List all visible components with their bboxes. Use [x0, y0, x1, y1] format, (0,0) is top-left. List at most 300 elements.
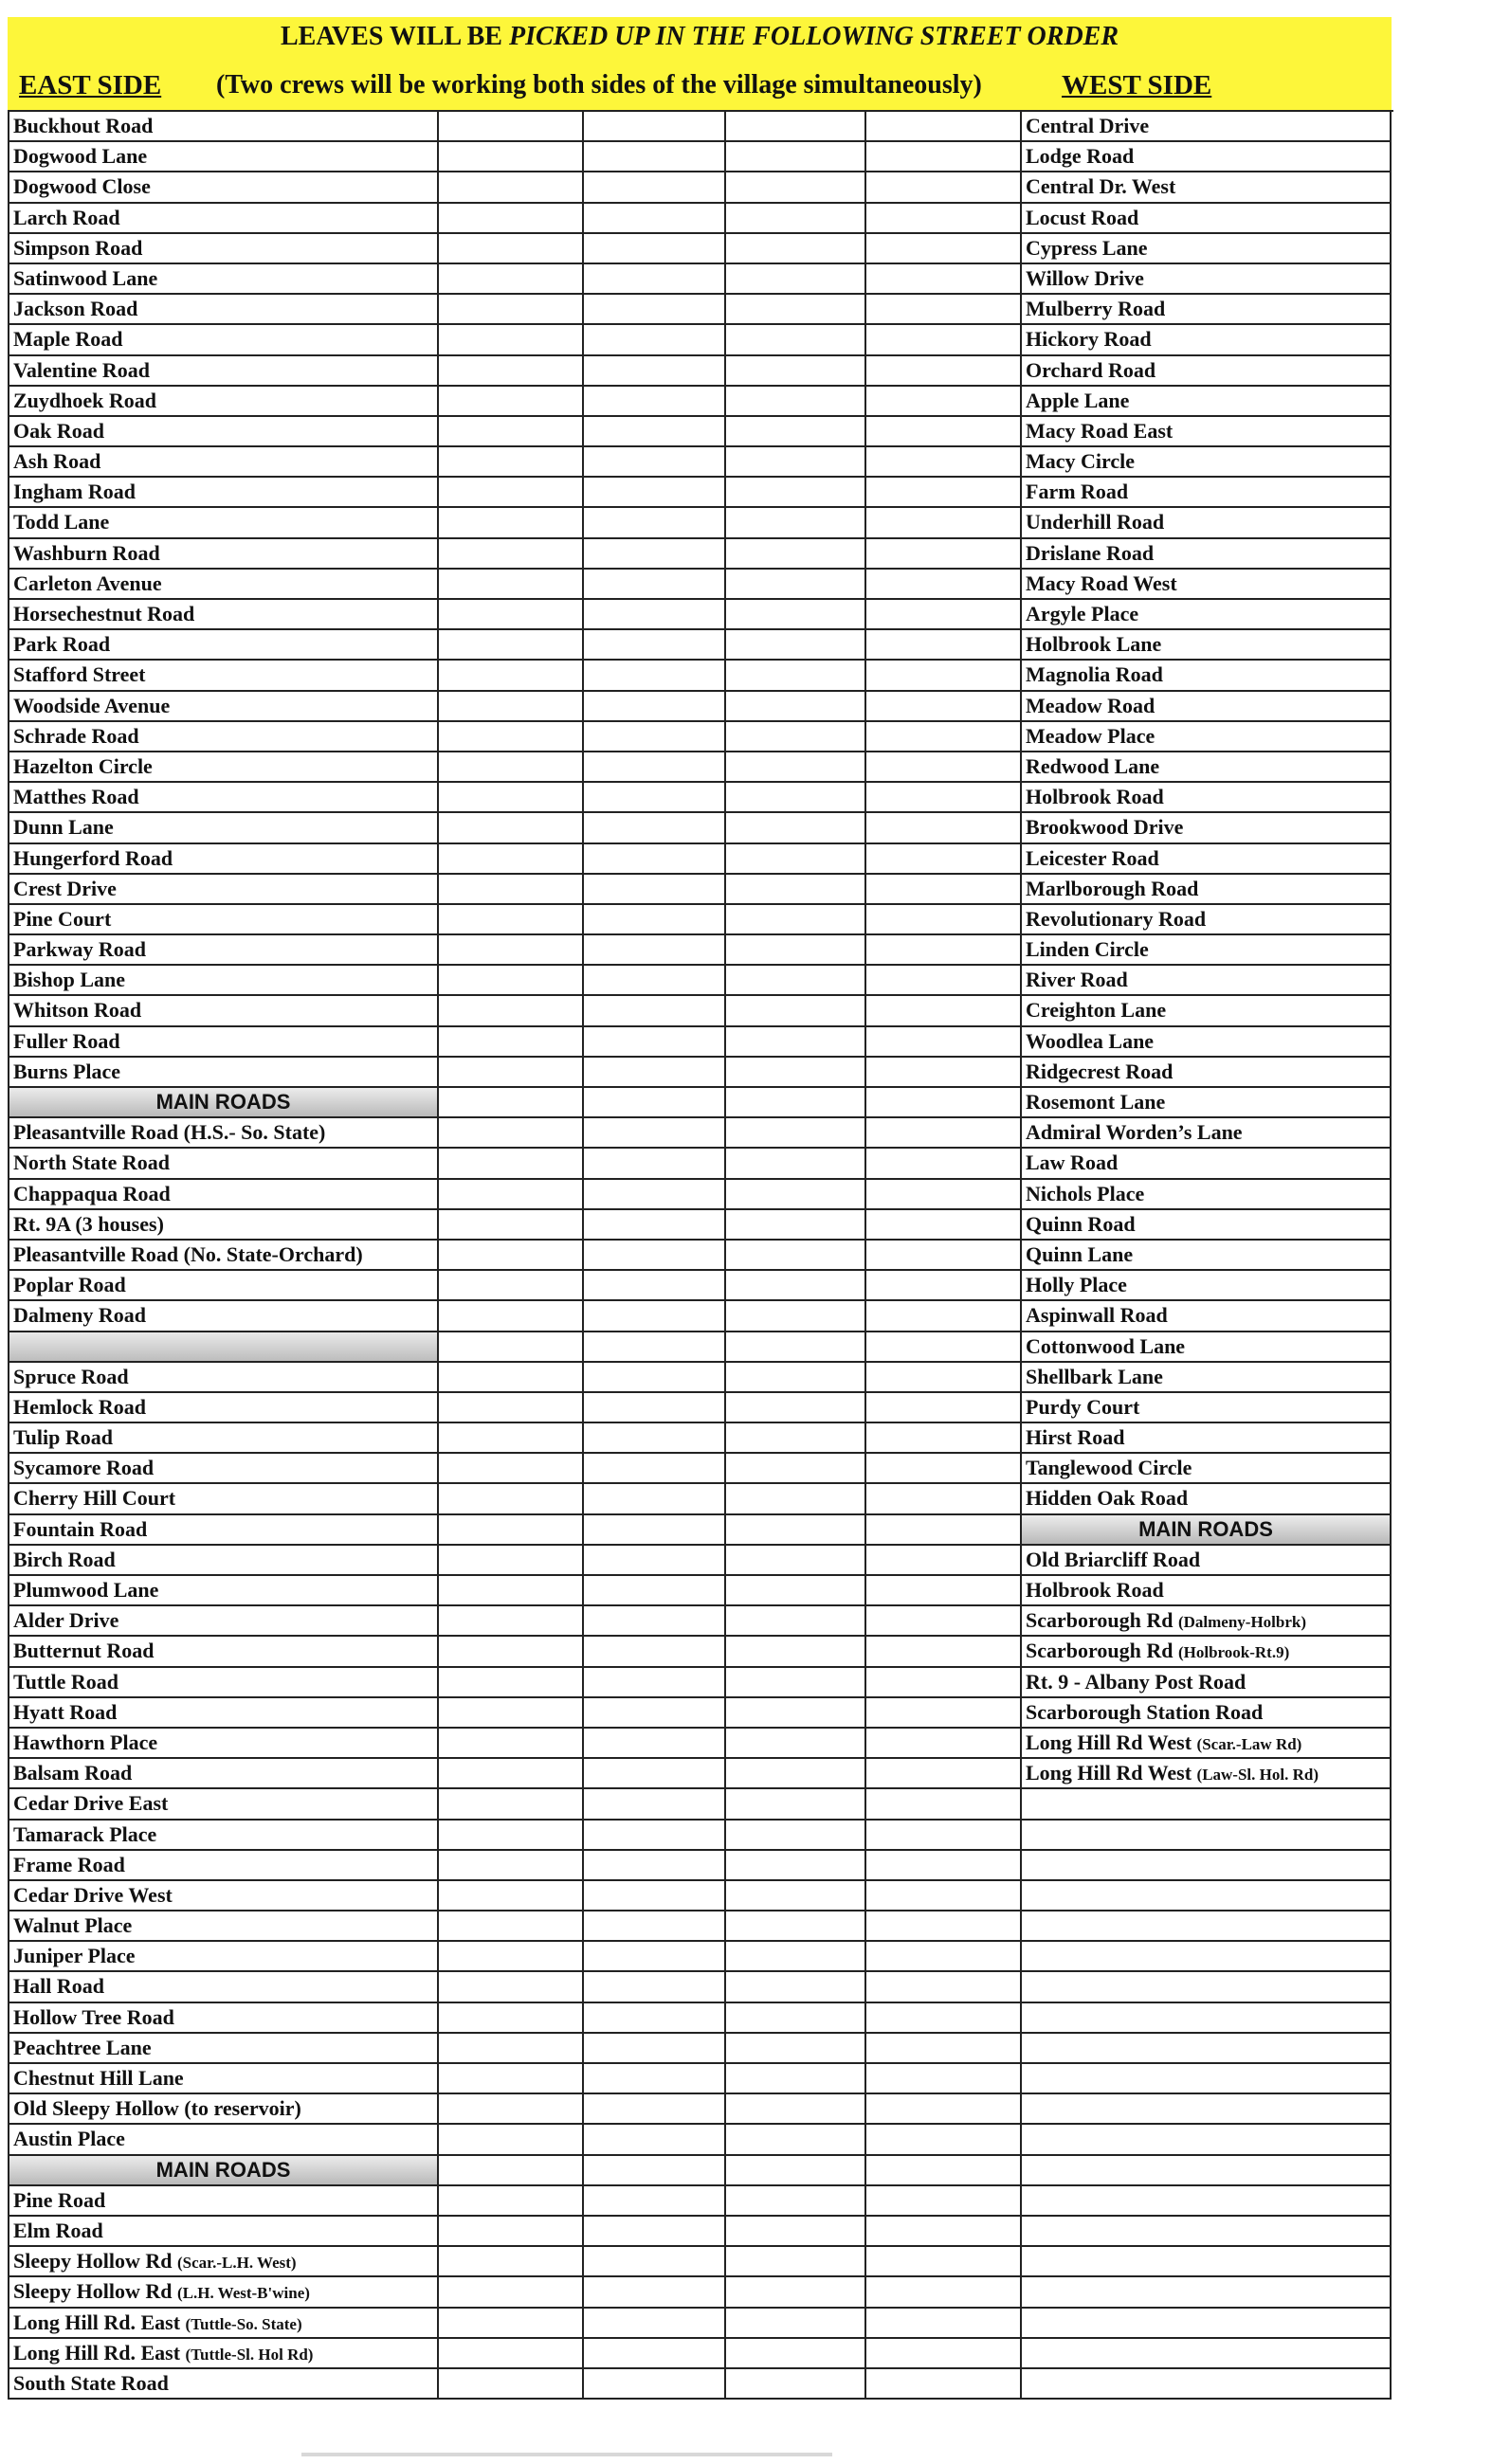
- west-street-name: Scarborough Station Road: [1026, 1699, 1264, 1724]
- west-street-name: Apple Lane: [1026, 388, 1130, 412]
- east-street-cell: [9, 1423, 439, 1454]
- table-row: [9, 1851, 1393, 1881]
- empty-cell: [584, 1118, 726, 1149]
- empty-cell: [439, 112, 584, 142]
- empty-cell: [726, 2125, 866, 2155]
- table-row: [9, 844, 1393, 875]
- empty-cell: [726, 2094, 866, 2125]
- empty-cell: [439, 570, 584, 600]
- empty-cell: [439, 600, 584, 630]
- east-street-cell: [9, 1058, 439, 1088]
- empty-cell: [726, 264, 866, 295]
- empty-cell: [726, 692, 866, 722]
- east-street-cell: [9, 630, 439, 661]
- empty-cell: [866, 2277, 1022, 2308]
- empty-cell: [439, 1759, 584, 1789]
- east-street-cell: [9, 1942, 439, 1972]
- empty-cell: [584, 1088, 726, 1118]
- west-street-name: Brookwood Drive: [1026, 815, 1184, 840]
- table-row: [9, 1088, 1393, 1118]
- table-row: [9, 1484, 1393, 1514]
- east-street-note: (Tuttle-So. State): [185, 2314, 302, 2333]
- empty-cell: [584, 996, 726, 1026]
- empty-cell: [584, 630, 726, 661]
- west-street-name: Macy Circle: [1026, 449, 1136, 474]
- empty-cell: [439, 1393, 584, 1423]
- empty-cell: [866, 204, 1022, 234]
- west-street-name: Farm Road: [1026, 480, 1129, 504]
- empty-cell: [726, 1180, 866, 1210]
- west-street-name: Marlborough Road: [1026, 876, 1199, 900]
- east-street-cell: [9, 2339, 439, 2369]
- empty-cell: [726, 2277, 866, 2308]
- empty-cell: [866, 752, 1022, 783]
- empty-cell: [439, 1484, 584, 1514]
- east-street-cell: [9, 172, 439, 203]
- west-street-cell: [1022, 1942, 1392, 1972]
- east-street-name: Cedar Drive East: [13, 1791, 169, 1816]
- table-row: [9, 447, 1393, 478]
- east-street-cell: [9, 1821, 439, 1851]
- empty-cell: [866, 1363, 1022, 1393]
- empty-cell: [726, 447, 866, 478]
- empty-cell: [866, 1942, 1022, 1972]
- west-street-name: Ridgecrest Road: [1026, 1059, 1174, 1083]
- empty-cell: [584, 2217, 726, 2247]
- east-street-name: Pine Road: [13, 2187, 106, 2212]
- empty-cell: [439, 1180, 584, 1210]
- empty-cell: [584, 875, 726, 905]
- east-street-name: Zuydhoek Road: [13, 388, 157, 412]
- title-italic: PICKED UP IN THE FOLLOWING STREET ORDER: [508, 22, 1119, 51]
- empty-cell: [866, 417, 1022, 447]
- empty-cell: [584, 2064, 726, 2094]
- empty-cell: [584, 1759, 726, 1789]
- table-row: [9, 1180, 1393, 1210]
- east-street-name: Tamarack Place: [13, 1821, 157, 1846]
- west-street-cell: [1022, 844, 1392, 875]
- empty-cell: [866, 1821, 1022, 1851]
- empty-cell: [584, 1271, 726, 1301]
- east-street-name: Cedar Drive West: [13, 1882, 173, 1907]
- empty-cell: [866, 508, 1022, 538]
- leaf-pickup-sheet: [8, 17, 1392, 2395]
- table-row: [9, 2003, 1393, 2034]
- empty-cell: [726, 1942, 866, 1972]
- empty-cell: [439, 1972, 584, 2002]
- empty-cell: [584, 935, 726, 966]
- west-street-cell: [1022, 1546, 1392, 1576]
- empty-cell: [726, 2339, 866, 2369]
- west-street-cell: [1022, 2125, 1392, 2155]
- empty-cell: [439, 905, 584, 935]
- east-street-name: Burns Place: [13, 1059, 121, 1083]
- east-street-name: Ash Road: [13, 449, 101, 474]
- empty-cell: [726, 752, 866, 783]
- east-street-cell: [9, 2034, 439, 2064]
- empty-cell: [439, 1576, 584, 1606]
- table-row: [9, 325, 1393, 355]
- empty-cell: [726, 935, 866, 966]
- empty-cell: [866, 142, 1022, 172]
- west-street-cell: [1022, 2277, 1392, 2308]
- west-street-cell: [1022, 1241, 1392, 1271]
- west-street-name: Lodge Road: [1026, 144, 1135, 169]
- west-street-cell: [1022, 600, 1392, 630]
- table-row: [9, 692, 1393, 722]
- east-street-name: Bishop Lane: [13, 968, 125, 992]
- empty-cell: [866, 722, 1022, 752]
- west-street-cell: [1022, 2247, 1392, 2277]
- empty-cell: [439, 508, 584, 538]
- empty-cell: [866, 783, 1022, 813]
- empty-cell: [584, 813, 726, 843]
- west-street-name: Orchard Road: [1026, 357, 1156, 382]
- west-street-cell: [1022, 1698, 1392, 1729]
- empty-cell: [584, 1027, 726, 1058]
- empty-cell: [866, 1789, 1022, 1820]
- empty-cell: [726, 1911, 866, 1942]
- empty-cell: [584, 417, 726, 447]
- west-street-cell: [1022, 692, 1392, 722]
- empty-cell: [439, 692, 584, 722]
- west-street-cell: [1022, 966, 1392, 996]
- empty-cell: [584, 1911, 726, 1942]
- east-street-cell: [9, 1027, 439, 1058]
- west-street-cell: [1022, 783, 1392, 813]
- empty-cell: [584, 966, 726, 996]
- table-row: [9, 1423, 1393, 1454]
- empty-cell: [584, 1789, 726, 1820]
- west-street-name: Revolutionary Road: [1026, 906, 1207, 931]
- east-street-name: Sleepy Hollow Rd: [13, 2249, 173, 2274]
- west-street-name: Central Drive: [1026, 114, 1150, 137]
- west-street-cell: [1022, 295, 1392, 325]
- empty-cell: [584, 2003, 726, 2034]
- east-street-name: Rt. 9A (3 houses): [13, 1211, 164, 1236]
- west-street-cell: [1022, 234, 1392, 264]
- empty-cell: [866, 1668, 1022, 1698]
- west-street-name: Holbrook Road: [1026, 1578, 1164, 1602]
- empty-cell: [726, 966, 866, 996]
- empty-cell: [866, 996, 1022, 1026]
- empty-cell: [726, 1332, 866, 1363]
- east-street-name: Cherry Hill Court: [13, 1486, 176, 1511]
- title-plain: LEAVES WILL BE: [280, 22, 509, 51]
- west-street-cell: [1022, 875, 1392, 905]
- west-street-name: Macy Road West: [1026, 571, 1177, 595]
- table-row: [9, 1515, 1393, 1546]
- empty-cell: [726, 2156, 866, 2186]
- empty-cell: [866, 1881, 1022, 1911]
- empty-cell: [726, 2064, 866, 2094]
- west-street-cell: [1022, 1515, 1392, 1546]
- empty-cell: [439, 172, 584, 203]
- west-street-cell: [1022, 630, 1392, 661]
- east-street-name: Balsam Road: [13, 1761, 133, 1785]
- table-row: [9, 204, 1393, 234]
- empty-cell: [439, 1454, 584, 1484]
- east-street-name: Dalmeny Road: [13, 1303, 146, 1328]
- empty-cell: [584, 172, 726, 203]
- east-street-name: Carleton Avenue: [13, 571, 162, 595]
- empty-cell: [439, 447, 584, 478]
- empty-cell: [726, 417, 866, 447]
- empty-cell: [439, 1606, 584, 1637]
- east-street-cell: [9, 2156, 439, 2186]
- empty-cell: [866, 478, 1022, 508]
- east-street-name: Fountain Road: [13, 1516, 148, 1541]
- west-street-cell: [1022, 813, 1392, 843]
- table-row: [9, 1942, 1393, 1972]
- east-street-name: Sleepy Hollow Rd: [13, 2279, 173, 2304]
- east-street-name: Matthes Road: [13, 785, 139, 809]
- east-street-name: Schrade Road: [13, 723, 139, 748]
- east-street-cell: [9, 813, 439, 843]
- empty-cell: [866, 1241, 1022, 1271]
- east-street-name: Hall Road: [13, 1974, 104, 1999]
- west-street-name: Macy Road East: [1026, 418, 1174, 443]
- empty-cell: [584, 1729, 726, 1759]
- empty-cell: [439, 1149, 584, 1179]
- empty-cell: [866, 1088, 1022, 1118]
- east-street-name: Frame Road: [13, 1852, 125, 1876]
- empty-cell: [866, 234, 1022, 264]
- table-row: [9, 722, 1393, 752]
- empty-cell: [439, 1363, 584, 1393]
- empty-cell: [726, 2217, 866, 2247]
- west-street-cell: [1022, 417, 1392, 447]
- empty-cell: [584, 1515, 726, 1546]
- west-street-note: (Law-Sl. Hol. Rd): [1196, 1766, 1319, 1785]
- east-street-cell: [9, 2277, 439, 2308]
- empty-cell: [584, 387, 726, 417]
- empty-cell: [584, 356, 726, 387]
- table-row: [9, 813, 1393, 843]
- empty-cell: [866, 1972, 1022, 2002]
- east-street-name: Simpson Road: [13, 235, 143, 260]
- empty-cell: [584, 264, 726, 295]
- empty-cell: [439, 1118, 584, 1149]
- east-street-cell: [9, 1301, 439, 1332]
- empty-cell: [584, 1881, 726, 1911]
- west-street-name: Central Dr. West: [1026, 174, 1176, 199]
- east-street-name: Maple Road: [13, 327, 123, 352]
- empty-cell: [726, 234, 866, 264]
- east-street-cell: [9, 325, 439, 355]
- west-street-name: Admiral Worden’s Lane: [1026, 1120, 1243, 1145]
- table-row: [9, 2034, 1393, 2064]
- empty-cell: [726, 1729, 866, 1759]
- east-street-name: Plumwood Lane: [13, 1578, 159, 1602]
- empty-cell: [866, 264, 1022, 295]
- west-street-cell: [1022, 2064, 1392, 2094]
- empty-cell: [584, 1363, 726, 1393]
- west-street-name: Willow Drive: [1026, 265, 1144, 290]
- empty-cell: [726, 1606, 866, 1637]
- empty-cell: [866, 1332, 1022, 1363]
- table-row: [9, 2339, 1393, 2369]
- west-side-label: WEST SIDE: [1062, 70, 1212, 100]
- empty-cell: [439, 1881, 584, 1911]
- west-street-cell: [1022, 661, 1392, 691]
- empty-cell: [584, 2186, 726, 2217]
- west-street-name: Nichols Place: [1026, 1181, 1145, 1205]
- east-street-name: Hyatt Road: [13, 1699, 118, 1724]
- empty-cell: [584, 508, 726, 538]
- east-street-name: Butternut Road: [13, 1639, 155, 1663]
- empty-cell: [439, 2217, 584, 2247]
- empty-cell: [439, 996, 584, 1026]
- empty-cell: [584, 1821, 726, 1851]
- empty-cell: [439, 2277, 584, 2308]
- empty-cell: [584, 478, 726, 508]
- empty-cell: [726, 2034, 866, 2064]
- west-street-name: Holbrook Lane: [1026, 632, 1162, 657]
- east-street-name: Larch Road: [13, 205, 120, 229]
- empty-cell: [726, 600, 866, 630]
- west-street-cell: [1022, 2034, 1392, 2064]
- east-street-name: South State Road: [13, 2370, 169, 2395]
- west-street-name: Quinn Lane: [1026, 1241, 1134, 1266]
- empty-cell: [726, 387, 866, 417]
- east-street-name: Jackson Road: [13, 297, 138, 321]
- empty-cell: [726, 2247, 866, 2277]
- empty-cell: [726, 1210, 866, 1241]
- table-row: [9, 2064, 1393, 2094]
- west-street-name: River Road: [1026, 968, 1128, 992]
- empty-cell: [866, 1576, 1022, 1606]
- empty-cell: [866, 112, 1022, 142]
- empty-cell: [866, 2247, 1022, 2277]
- table-row: [9, 1881, 1393, 1911]
- east-street-cell: [9, 1271, 439, 1301]
- table-row: [9, 2094, 1393, 2125]
- empty-cell: [584, 1546, 726, 1576]
- empty-cell: [584, 234, 726, 264]
- table-row: [9, 1576, 1393, 1606]
- empty-cell: [866, 1851, 1022, 1881]
- empty-cell: [726, 1668, 866, 1698]
- west-street-name: Long Hill Rd West: [1026, 1730, 1192, 1754]
- east-street-cell: [9, 1393, 439, 1423]
- empty-cell: [439, 844, 584, 875]
- header-banner: [8, 17, 1392, 110]
- empty-cell: [439, 2003, 584, 2034]
- empty-cell: [866, 813, 1022, 843]
- west-street-name: Leicester Road: [1026, 845, 1159, 870]
- empty-cell: [726, 356, 866, 387]
- empty-cell: [726, 844, 866, 875]
- east-street-name: Park Road: [13, 632, 111, 657]
- west-street-name: Quinn Road: [1026, 1211, 1136, 1236]
- empty-cell: [439, 2034, 584, 2064]
- west-street-cell: [1022, 1789, 1392, 1820]
- east-street-cell: [9, 387, 439, 417]
- empty-cell: [584, 1301, 726, 1332]
- empty-cell: [584, 1180, 726, 1210]
- empty-cell: [866, 539, 1022, 570]
- west-street-name: Redwood Lane: [1026, 753, 1160, 778]
- empty-cell: [866, 1058, 1022, 1088]
- table-row: [9, 661, 1393, 691]
- west-street-name: Tanglewood Circle: [1026, 1456, 1192, 1480]
- empty-cell: [866, 1393, 1022, 1423]
- empty-cell: [866, 1180, 1022, 1210]
- east-street-name: Sycamore Road: [13, 1456, 155, 1480]
- empty-cell: [439, 966, 584, 996]
- east-street-cell: [9, 2309, 439, 2339]
- empty-cell: [439, 2156, 584, 2186]
- empty-cell: [726, 204, 866, 234]
- empty-cell: [866, 1637, 1022, 1667]
- empty-cell: [439, 387, 584, 417]
- east-street-name: Alder Drive: [13, 1608, 119, 1633]
- empty-cell: [726, 295, 866, 325]
- empty-cell: [726, 1484, 866, 1514]
- empty-cell: [726, 1027, 866, 1058]
- east-street-cell: [9, 1972, 439, 2002]
- empty-cell: [866, 1301, 1022, 1332]
- west-street-cell: [1022, 2309, 1392, 2339]
- west-street-cell: [1022, 1363, 1392, 1393]
- west-street-cell: [1022, 1454, 1392, 1484]
- east-street-cell: [9, 417, 439, 447]
- empty-cell: [439, 875, 584, 905]
- empty-cell: [866, 2125, 1022, 2155]
- east-street-name: Hazelton Circle: [13, 753, 153, 778]
- table-row: [9, 935, 1393, 966]
- empty-cell: [584, 2339, 726, 2369]
- table-row: [9, 570, 1393, 600]
- empty-cell: [866, 2186, 1022, 2217]
- east-street-cell: [9, 1363, 439, 1393]
- empty-cell: [439, 1088, 584, 1118]
- table-row: [9, 539, 1393, 570]
- west-street-cell: [1022, 2094, 1392, 2125]
- west-street-cell: [1022, 1729, 1392, 1759]
- empty-cell: [726, 1576, 866, 1606]
- empty-cell: [439, 295, 584, 325]
- west-street-cell: [1022, 1484, 1392, 1514]
- table-row: [9, 234, 1393, 264]
- east-street-name: Pleasantville Road (No. State-Orchard): [13, 1241, 363, 1266]
- east-street-cell: [9, 935, 439, 966]
- west-street-cell: [1022, 1118, 1392, 1149]
- east-street-cell: [9, 447, 439, 478]
- west-street-cell: [1022, 1332, 1392, 1363]
- table-row: [9, 1911, 1393, 1942]
- empty-cell: [439, 2094, 584, 2125]
- west-street-cell: [1022, 172, 1392, 203]
- empty-cell: [726, 1454, 866, 1484]
- empty-cell: [439, 264, 584, 295]
- east-street-cell: [9, 1851, 439, 1881]
- empty-cell: [866, 2094, 1022, 2125]
- empty-cell: [584, 600, 726, 630]
- east-street-note: (Scar.-L.H. West): [176, 2254, 297, 2273]
- empty-cell: [584, 1454, 726, 1484]
- east-street-name: Todd Lane: [13, 510, 110, 534]
- table-row: [9, 1027, 1393, 1058]
- east-street-name: Woodside Avenue: [13, 693, 171, 717]
- table-row: [9, 1301, 1393, 1332]
- empty-cell: [584, 722, 726, 752]
- empty-cell: [584, 204, 726, 234]
- empty-cell: [584, 1332, 726, 1363]
- empty-cell: [726, 905, 866, 935]
- east-street-cell: [9, 692, 439, 722]
